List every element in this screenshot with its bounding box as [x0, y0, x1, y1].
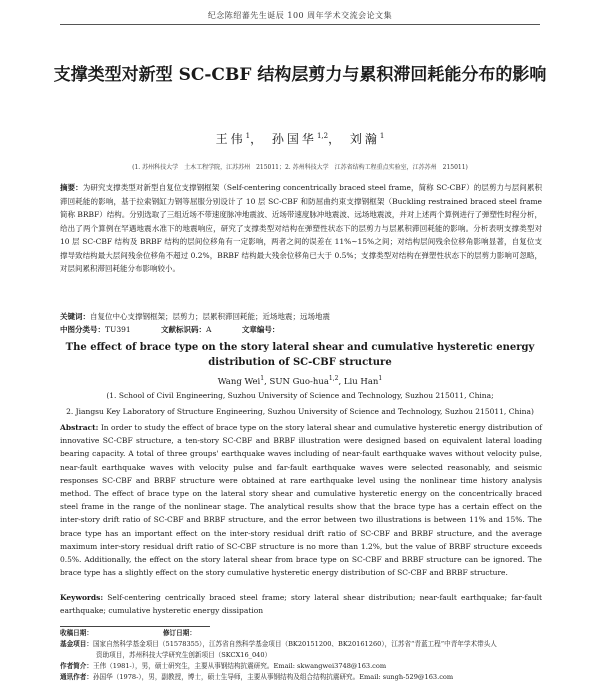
footnotes [60, 628, 542, 683]
chinese-abstract-text: 为研究支撑类型对新型自复位支撑钢框架（Self-centering concentrically braced steel frame，简称 SC-CBF）的层剪力与层间累积滞回耗能的影响，基于拉索钢缸力钢等屈服分别设计了 10 层 SC-CBF 和防屈曲约束支撑钢框架（Buckling restrained braced steel frame 简称 BRBF）结构。分别选取了三组近场不带速度脉冲地震波、近场带速度脉冲地震波、远场地震波，并对上述两个算例进行了弹塑性时程分析，给出了两个算例在罕遇地震水准下的地震响应，研究了支撑类型对结构在弹塑性状态下的层剪力与层累积滞回耗能的影响。分析表明支撑类型对 10 层 SC-CBF 结构及 BRBF 结构的层间位移角有一定影响，两者之间的误差在 11%~15%之间；对结构层间残余位移角影响显著，自复位支撑导致结构最大层间残余位移角不超过 0.2%，BRBF 结构最大残余位移角已大于 0.5%；支撑类型对结构在弹塑性状态下的层剪力影响可忽略，对层间累积滞回耗能分布影响较小。 [60, 183, 542, 273]
english-keywords-text: Self-centering centrically braced steel frame; story lateral shear distribution; near-fault earthquake; far-fault earthquake; cumulative hysteretic energy dissipation [60, 593, 542, 615]
classification-line [60, 324, 542, 336]
english-abstract-text: In order to study the effect of brace type on the story lateral shear and cumulative hysteretic energy distribution of innovative SC-CBF structure, a ten-story SC-CBF and BRBF illustration were designed based on equivalent lateral loading bearing capacity. A total of three groups' earthquake waves including of near-fault earthquake waves without velocity pulse, near-fault earthquake waves with velocity pulse and far-fault earthquake waves were selected reasonably, and seismic responses SC-CBF and BRBF structure were obtained at rare earthquake level using the nonlinear time history analysis method. The effect of brace type on the lateral story shear and cumulative hysteretic energy on the concentrically braced steel frame in the range of the nonlinear stage. The analytical results show that the brace type has a certain effect on the inter-story drift ratio of SC-CBF and BRBF structure, and the error between two illustrations is between 11% and 15%. The brace type has an important effect on the inter-story residual drift ratio of SC-CBF and BRBF structure, and the average maximum inter-story residual drift ratio of SC-CBF structure is no more than 1.2%, but the value of BRBF structure exceeds 0.5%. Additionally, the effect on the story lateral shear from brace type on SC-CBF and BRBF structure can be ignored. The brace type has a slightly effect on the story cumulative hysteretic energy distribution of SC-CBF and BRBF structure. [60, 423, 543, 578]
english-keywords [60, 591, 542, 617]
author-name: Wang Wei [217, 376, 261, 387]
author-intro-text: 王伟（1981-），男，硕士研究生，主要从事钢结构抗震研究。Email: skwangwei3748@163.com [92, 662, 387, 670]
author-name: SUN Guo-hua [269, 376, 329, 387]
fund-line-1: 国家自然科学基金项目（51578355），江苏省自然科学基金项目（BK20151200、BK20161260），江苏省“青蓝工程”中青年学术带头人 [92, 640, 497, 648]
chinese-authors: 王伟$^1$， 孙国华$^{1,2}$， 刘瀚$^1$ [215, 132, 385, 146]
corresponding-label: 通讯作者： [60, 673, 93, 681]
chinese-affiliation: (1. 苏州科技大学 土木工程学院，江苏苏州 215011；2. 苏州科技大学 江苏省结构工程重点实验室，江苏苏州 215011) [132, 164, 468, 171]
chinese-abstract [60, 181, 542, 276]
doc-code-label: 文献标识码： [161, 325, 207, 334]
author-name: 王伟 [215, 132, 246, 146]
author-name: 刘瀚 [349, 132, 380, 146]
chinese-keywords-text: 自复位中心支撑钢框架；层剪力；层累积滞回耗能；近场地震；远场地震 [90, 312, 330, 321]
doc-code-value: A [206, 325, 212, 334]
footnote-author [60, 661, 542, 672]
footnote-fund [60, 639, 542, 650]
author-name: 孙国华 [271, 132, 317, 146]
chinese-title: 支撑类型对新型 SC-CBF 结构层剪力与累积滞回耗能分布的影响 [53, 65, 547, 85]
author-sup: 1 [245, 132, 251, 140]
footnote-fund-cont [60, 650, 542, 661]
article-number-label: 文章编号： [241, 325, 280, 334]
author-name: Liu Han [343, 376, 379, 387]
author-sup: 1 [260, 375, 265, 382]
fund-label: 基金项目： [60, 640, 93, 648]
footnote-rule [60, 626, 210, 627]
english-affiliation-2: 2. Jiangsu Key Laboratory of Structure Engineering, Suzhou University of Science and Technology, Suzhou 215011, China) [66, 407, 534, 416]
english-keywords-label: Keywords: [60, 593, 104, 602]
class-number-value: TU391 [105, 325, 131, 334]
received-label: 收稿日期： [60, 629, 93, 637]
chinese-keywords-label: 关键词： [60, 312, 90, 321]
revised-label: 修订日期： [162, 629, 196, 637]
header-rule [60, 24, 540, 25]
author-intro-label: 作者简介： [60, 662, 93, 670]
class-number-label: 中图分类号： [60, 325, 105, 334]
footnote-dates [60, 628, 542, 639]
author-sup: 1,2 [316, 132, 329, 140]
english-affiliation-1: (1. School of Civil Engineering, Suzhou University of Science and Technology, Suzhou 215011, China; [106, 391, 494, 400]
english-abstract-label: Abstract: [60, 423, 99, 432]
author-sup: 1 [379, 132, 385, 140]
english-title: The effect of brace type on the story lateral shear and cumulative hysteretic energy distribution of SC-CBF structure [65, 342, 535, 368]
english-authors: Wang Wei$^1$, SUN Guo-hua$^{1,2}$, Liu Han$^1$ [217, 375, 383, 387]
fund-line-2: 资助项目，苏州科技大学研究生创新项目（SKCX16_040） [96, 651, 272, 659]
footnote-corresponding [60, 672, 542, 683]
author-sup: 1,2 [328, 375, 339, 382]
english-abstract [60, 421, 542, 579]
running-head: 纪念陈绍蕃先生诞辰 100 周年学术交流会论文集 [207, 11, 393, 20]
author-sup: 1 [378, 375, 383, 382]
chinese-abstract-label: 摘要： [60, 183, 83, 192]
chinese-keywords [60, 311, 542, 323]
corresponding-text: 孙国华（1978-），男，副教授，博士，硕士生导师，主要从事钢结构及组合结构抗震研究。Email: sungh-529@163.com [92, 673, 454, 681]
